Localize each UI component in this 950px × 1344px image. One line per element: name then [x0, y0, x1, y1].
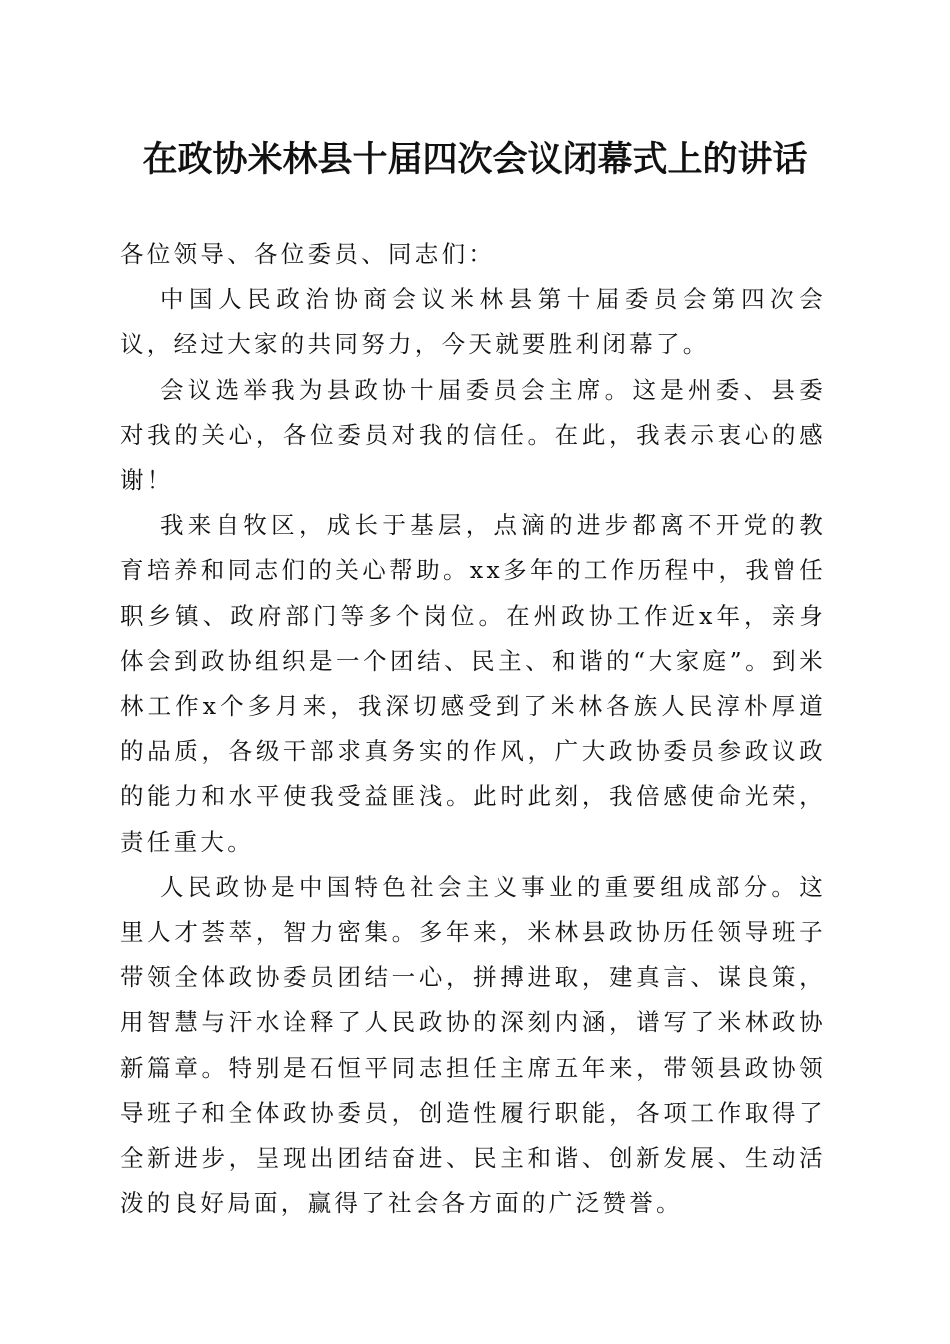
paragraph-1: 中国人民政治协商会议米林县第十届委员会第四次会议，经过大家的共同努力，今天就要胜利闭幕了。	[120, 285, 826, 359]
document-title: 在政协米林县十届四次会议闭幕式上的讲话	[142, 139, 808, 180]
paragraph-4: 人民政协是中国特色社会主义事业的重要组成部分。这里人才荟萃，智力密集。多年来，米林县政协历任领导班子带领全体政协委员团结一心，拼搏进取，建真言、谋良策，用智慧与汗水诠释了人民政协的深刻内涵，谱写了米林政协新篇章。特别是石恒平同志担任主席五年来，带领县政协领导班子和全体政协委员，创造性履行职能，各项工作取得了全新进步，呈现出团结奋进、民主和谐、创新发展、生动活泼的良好局面，赢得了社会各方面的广泛赞誉。	[120, 872, 826, 1218]
paragraph-3: 我来自牧区，成长于基层，点滴的进步都离不开党的教育培养和同志们的关心帮助。xx多年的工作历程中，我曾任职乡镇、政府部门等多个岗位。在州政协工作近x年，亲身体会到政协组织是一个团结、民主、和谐的“大家庭”。到米林工作x个多月来，我深切感受到了米林各族人民淳朴厚道的品质，各级干部求真务实的作风，广大政协委员参政议政的能力和水平使我受益匪浅。此时此刻，我倍感使命光荣，责任重大。	[120, 511, 826, 856]
salutation: 各位领导、各位委员、同志们：	[120, 240, 496, 268]
paragraph-2: 会议选举我为县政协十届委员会主席。这是州委、县委对我的关心，各位委员对我的信任。在此，我表示衷心的感谢！	[120, 375, 826, 495]
document-body	[120, 232, 826, 1226]
